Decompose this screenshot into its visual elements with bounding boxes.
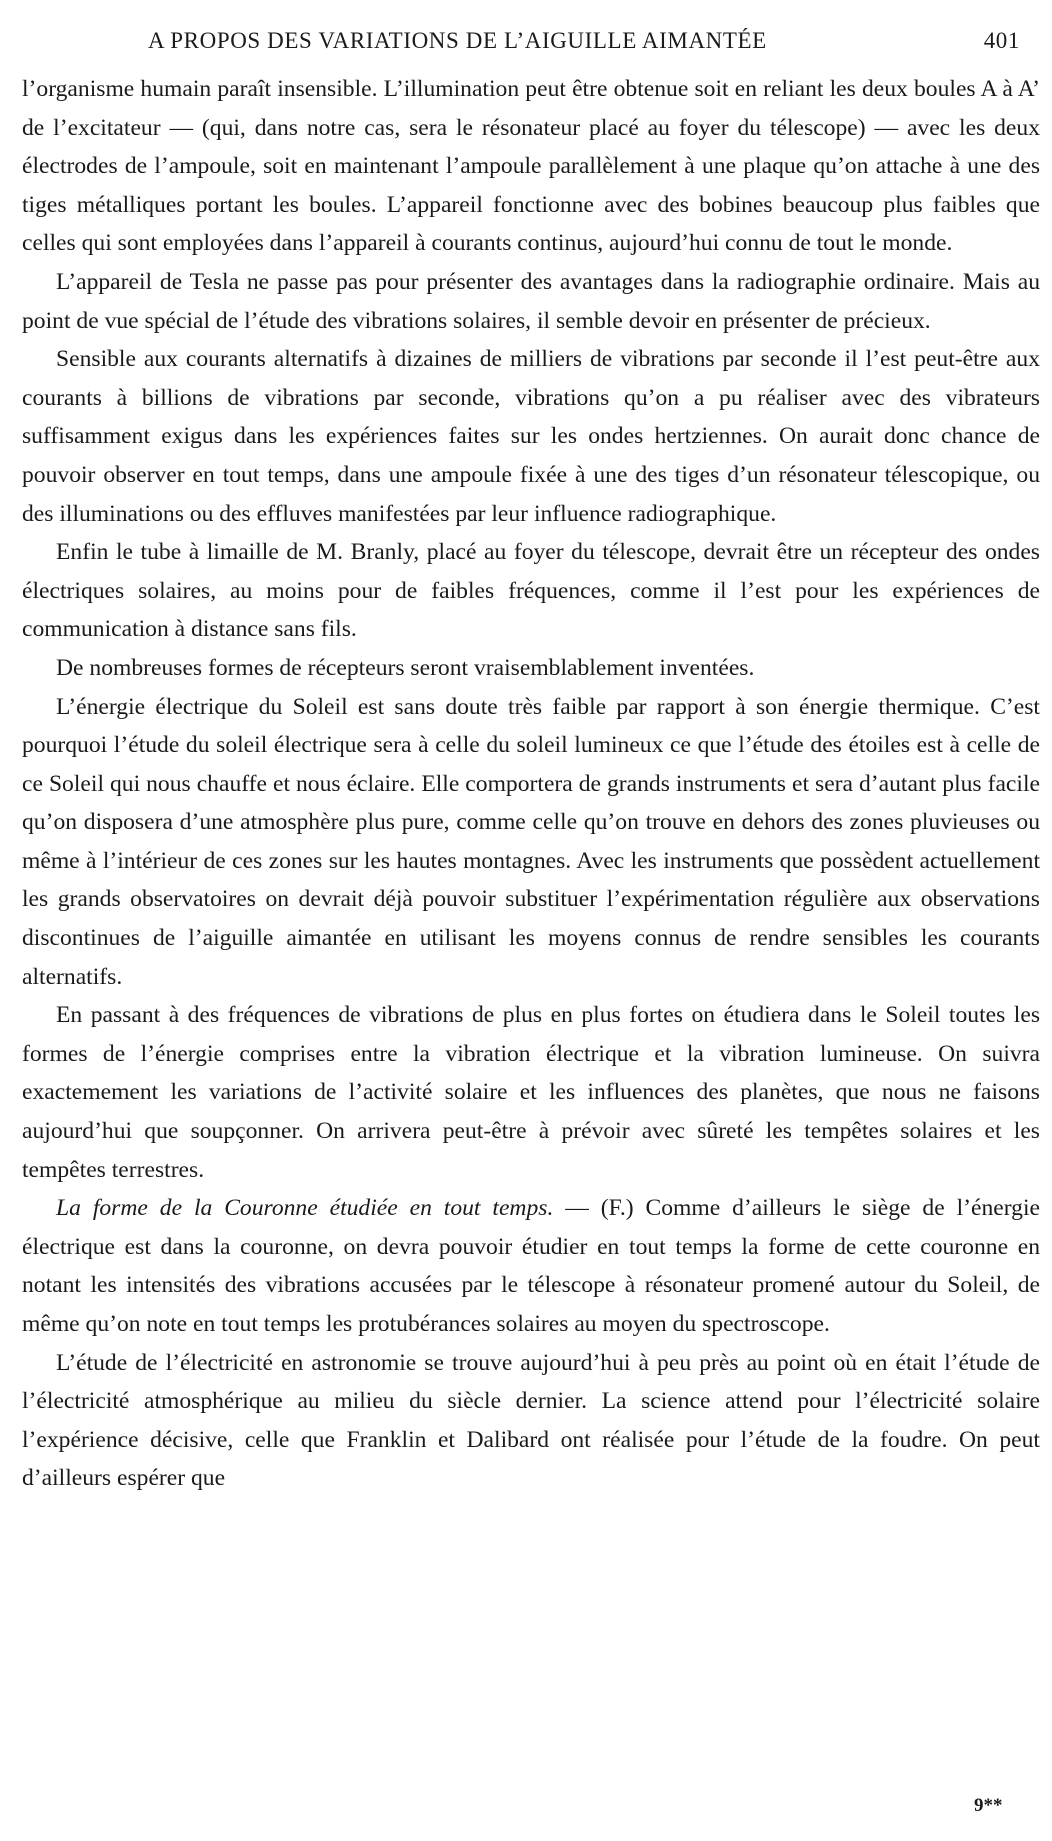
document-page xyxy=(22,24,1040,1824)
running-title: A PROPOS DES VARIATIONS DE L’AIGUILLE AIMANTÉE xyxy=(148,28,767,53)
paragraph: De nombreuses formes de récepteurs seront vraisemblablement inventées. xyxy=(56,654,755,681)
paragraph: L’énergie électrique du Soleil est sans doute très faible par rapport à son énergie thermique. C’est pourquoi l’étude du soleil électrique sera à celle du soleil lumineux ce que l’étude des étoiles est à celle de ce Soleil qui nous chauffe et nous éclaire. Elle comportera de grands instruments et sera d’autant plus facile qu’on disposera d’une atmosphère plus pure, comme celle qu’on trouve en dehors des zones pluvieuses ou même à l’intérieur de ces zones sur les hautes montagnes. Avec les instruments que possèdent actuellement les grands observatoires on devrait déjà pouvoir substituer l’expérimentation régulière aux observations discontinues de l’aiguille aimantée en utilisant les moyens connus de rendre sensibles les courants alternatifs. xyxy=(22,693,1040,990)
paragraph: Sensible aux courants alternatifs à dizaines de milliers de vibrations par seconde il l’est peut-être aux courants à billions de vibrations par seconde, vibrations qu’on a pu réaliser avec des vibrateurs suffisamment exigus dans les expériences faites sur les ondes hertziennes. On aurait donc chance de pouvoir observer en tout temps, dans une ampoule fixée à une des tiges d’un résonateur télescopique, ou des illuminations ou des effluves manifestées par leur influence radiographique. xyxy=(22,346,1040,527)
paragraph: En passant à des fréquences de vibrations de plus en plus fortes on étudiera dans le Soleil toutes les formes de l’énergie comprises entre la vibration électrique et la vibration lumineuse. On suivra exactemement les variations de l’activité solaire et les influences des planètes, que nous ne faisons aujourd’hui que soupçonner. On arrivera peut-être à prévoir avec sûreté les tempêtes solaires et les tempêtes terrestres. xyxy=(22,1002,1040,1183)
paragraph: L’étude de l’électricité en astronomie se trouve aujourd’hui à peu près au point où en était l’étude de l’électricité atmosphérique au milieu du siècle dernier. La science attend pour l’électricité solaire l’expérience décisive, celle que Franklin et Dalibard ont réalisée pour l’étude de la foudre. On peut d’ailleurs espérer que xyxy=(22,1349,1040,1492)
body-text xyxy=(22,70,1040,1498)
section-run-in-title: La forme de la Couronne étudiée en tout temps. xyxy=(56,1195,554,1222)
section-paragraph xyxy=(22,1189,1040,1343)
paragraph: L’appareil de Tesla ne passe pas pour présenter des avantages dans la radiographie ordinaire. Mais au point de vue spécial de l’étude des vibrations solaires, il semble devoir en présenter de précieux. xyxy=(22,268,1040,334)
running-header xyxy=(22,24,1040,64)
paragraph: Enfin le tube à limaille de M. Branly, placé au foyer du télescope, devrait être un récepteur des ondes électriques solaires, au moins pour de faibles fréquences, comme il l’est pour les expériences de communication à distance sans fils. xyxy=(22,539,1040,643)
section-text: — (F.) Comme d’ailleurs le siège de l’énergie électrique est dans la couronne, on devra pouvoir étudier en tout temps la forme de cette couronne en notant les intensités des vibrations accusées par le télescope à résonateur promené autour du Soleil, de même qu’on note en tout temps les protubérances solaires au moyen du spectroscope. xyxy=(22,1195,1040,1337)
page-number: 401 xyxy=(983,28,1020,53)
signature-mark: 9** xyxy=(974,1795,1003,1816)
paragraph: l’organisme humain paraît insensible. L’illumination peut être obtenue soit en reliant les deux boules A à A’ de l’excitateur — (qui, dans notre cas, sera le résonateur placé au foyer du télescope) — avec les deux électrodes de l’ampoule, soit en maintenant l’ampoule parallèlement à une plaque qu’on attache à une des tiges métalliques portant les boules. L’appareil fonctionne avec des bobines beaucoup plus faibles que celles qui sont employées dans l’appareil à courants continus, aujourd’hui connu de tout le monde. xyxy=(22,76,1040,257)
